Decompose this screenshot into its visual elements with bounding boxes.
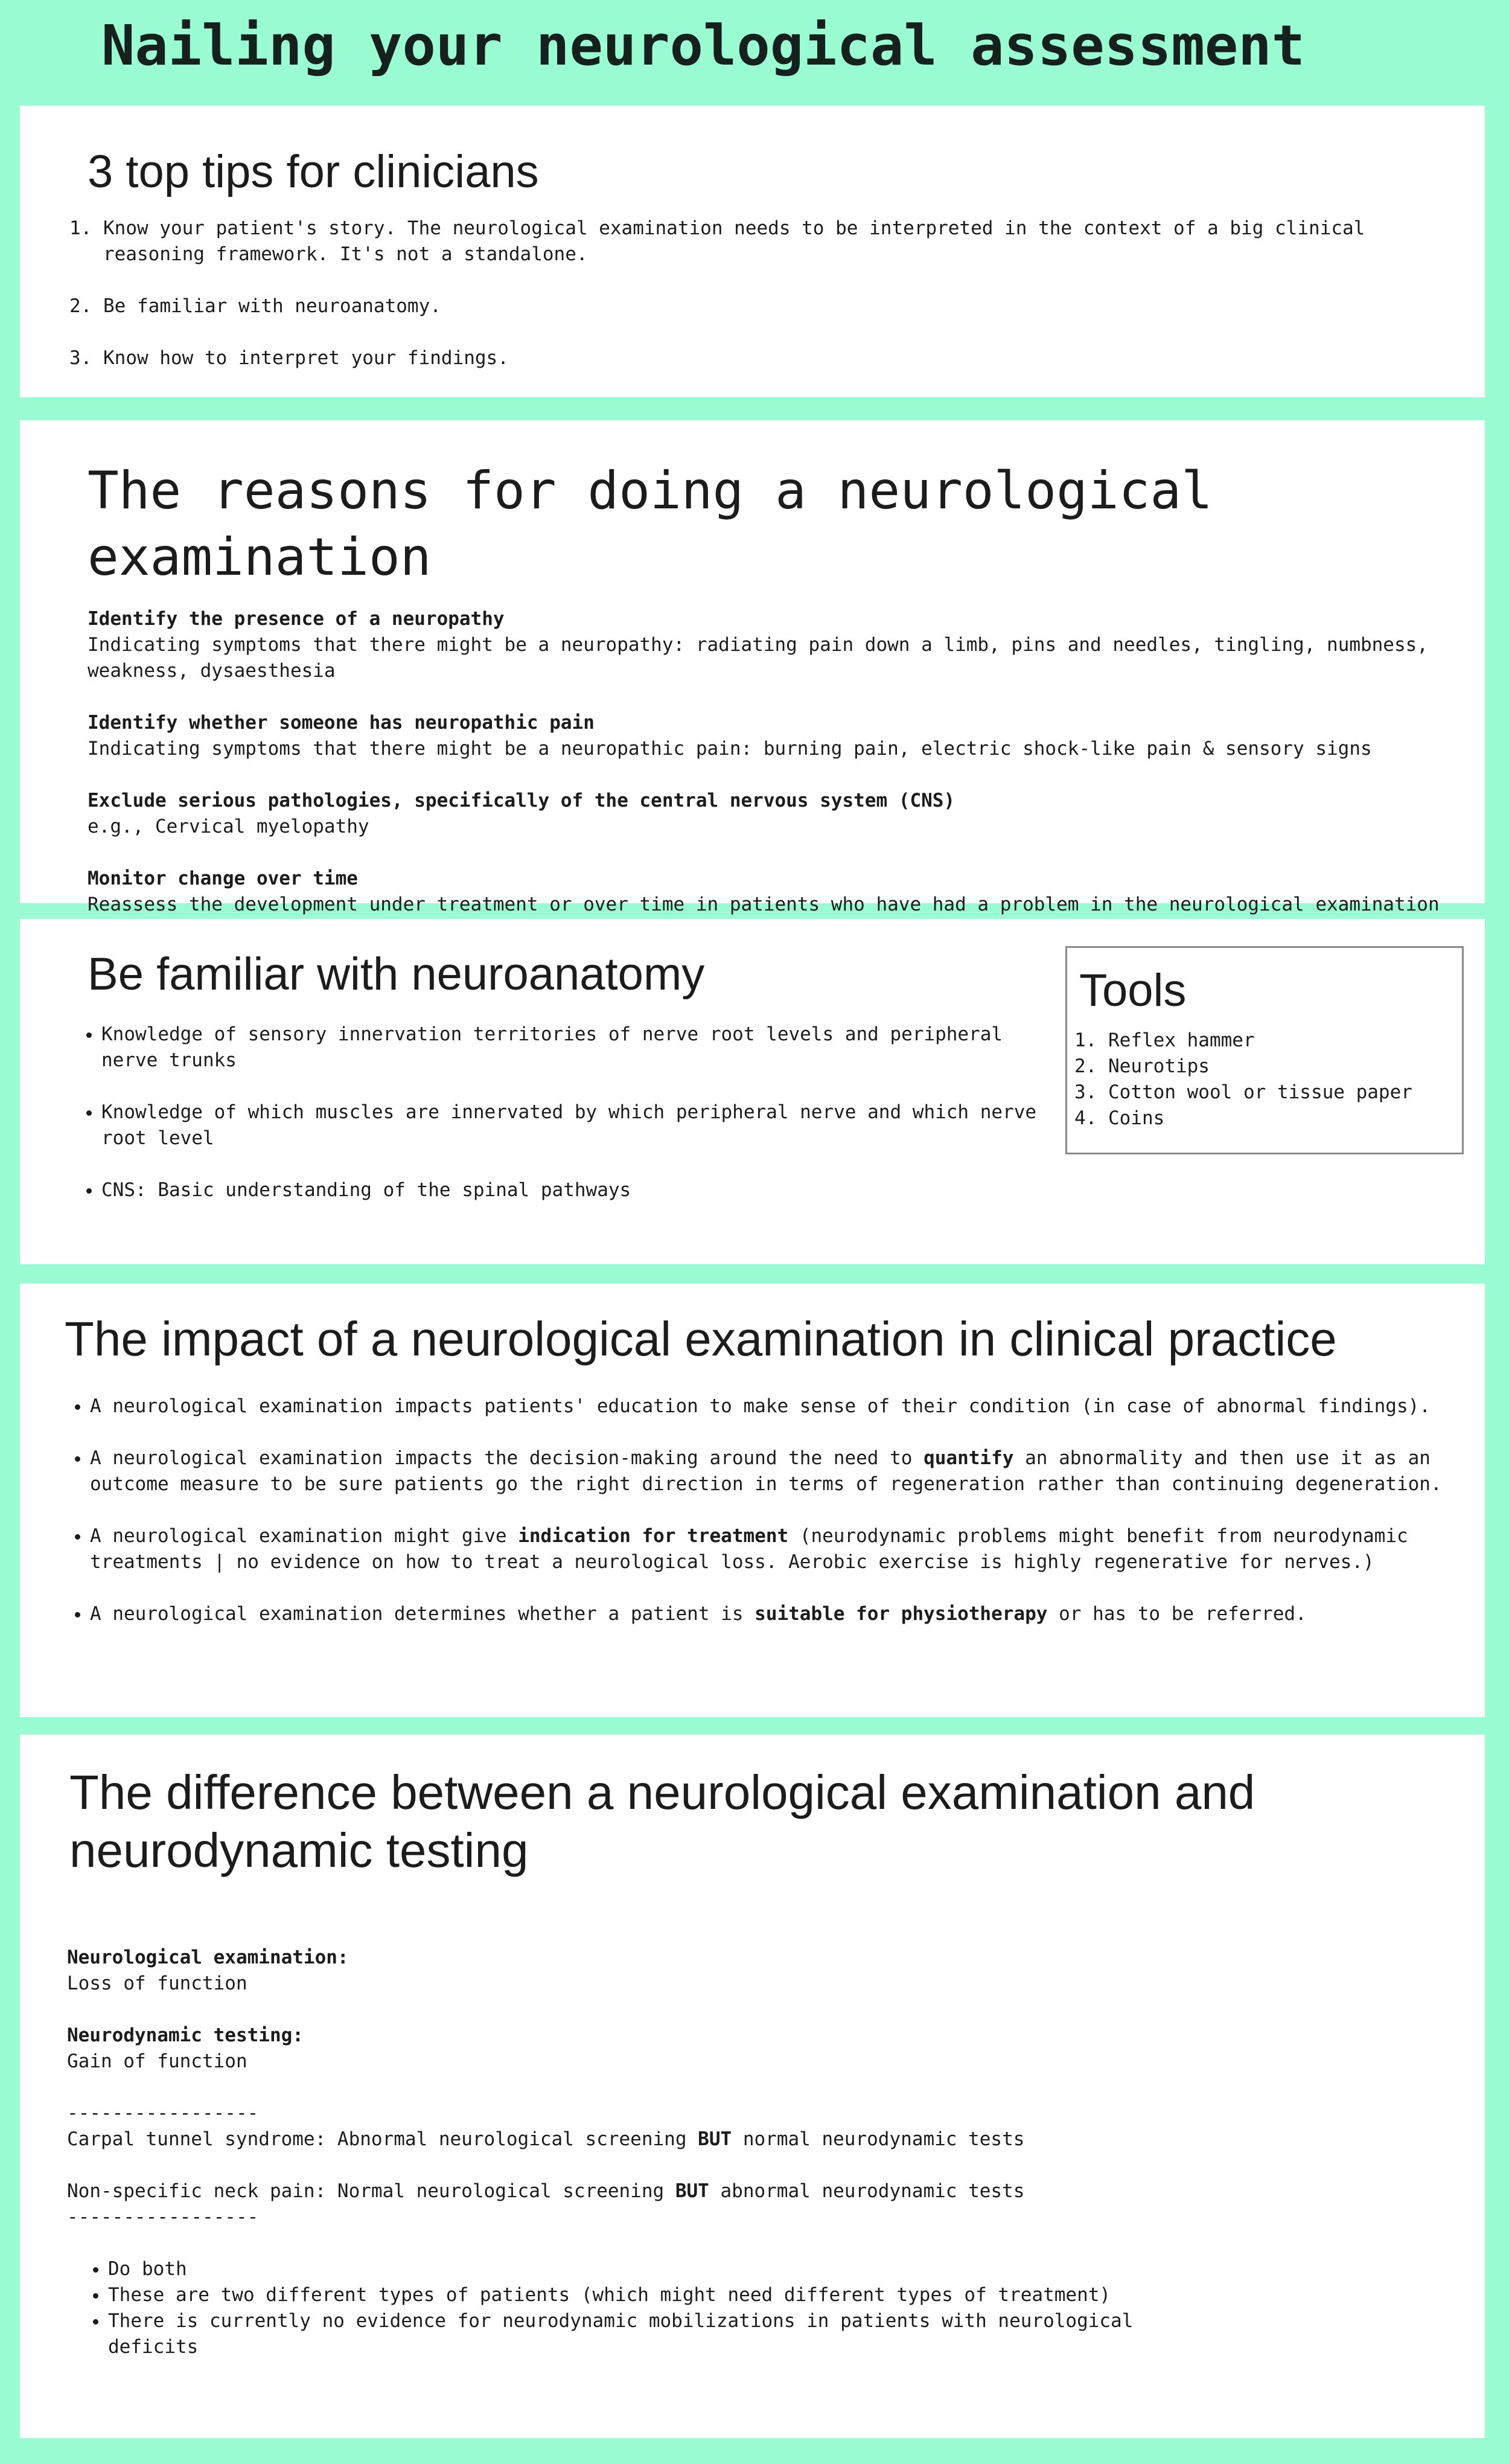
tool-item: 3. Cotton wool or tissue paper bbox=[1108, 1080, 1462, 1106]
impact-item: • A neurological examination impacts the decision-making around the need to quantify an abnormality and then use it as an outcome measure to be sure patients go the right direction in terms of regeneration rather than continuing degeneration. bbox=[90, 1445, 1484, 1497]
tools-list bbox=[1079, 1028, 1462, 1131]
tips-card bbox=[20, 106, 1485, 397]
reason-title: Exclude serious pathologies, specifically of the central nervous system (CNS) bbox=[88, 790, 955, 811]
difference-bullets bbox=[67, 2256, 1231, 2360]
neurodynamic-value: Gain of function bbox=[67, 2050, 247, 2072]
tips-heading: 3 top tips for clinicians bbox=[88, 146, 539, 197]
difference-heading: The difference between a neurological examination and neurodynamic testing bbox=[69, 1765, 1255, 1877]
impact-item: • A neurological examination determines whether a patient is suitable for physiotherapy or has to be referred. bbox=[90, 1601, 1484, 1627]
impact-card bbox=[20, 1284, 1485, 1717]
tools-heading: Tools bbox=[1079, 965, 1187, 1016]
divider: ----------------- bbox=[67, 2206, 259, 2228]
reason-item bbox=[88, 788, 1452, 840]
reason-text: Indicating symptoms that there might be a neuropathy: radiating pain down a limb, pins and needles, tingling, numbness, weakness, dysaesthesia bbox=[88, 634, 1428, 682]
page-title: Nailing your neurological assessment bbox=[101, 13, 1305, 78]
reason-text: Indicating symptoms that there might be a neuropathic pain: burning pain, electric shock-like pain & sensory signs bbox=[88, 738, 1372, 760]
difference-bullet: • These are two different types of patients (which might need different types of treatment) bbox=[108, 2282, 1231, 2308]
impact-heading: The impact of a neurological examination in clinical practice bbox=[65, 1312, 1337, 1366]
difference-card bbox=[20, 1735, 1485, 2438]
neuro-exam-label: Neurological examination: bbox=[67, 1947, 349, 1968]
neuroanatomy-card bbox=[20, 919, 1485, 1264]
tool-item: 4. Coins bbox=[1108, 1106, 1462, 1131]
neuroanatomy-list bbox=[68, 1022, 1055, 1203]
tools-box bbox=[1065, 946, 1464, 1154]
impact-item: • A neurological examination impacts patients' education to make sense of their condition (in case of abnormal findings). bbox=[90, 1394, 1484, 1419]
tip-item: 3. Know how to interpret your findings. bbox=[103, 345, 1419, 371]
reason-text: Reassess the development under treatment or over time in patients who have had a problem in the neurological examination bbox=[88, 894, 1440, 915]
difference-bullet: • There is currently no evidence for neurodynamic mobilizations in patients with neurological deficits bbox=[108, 2308, 1231, 2360]
impact-item: • A neurological examination might give indication for treatment (neurodynamic problems might benefit from neurodynamic treatments | no evidence on how to treat a neurological loss. Aerobic exercise is highly regenerative for nerves.) bbox=[90, 1523, 1484, 1575]
reasons-card bbox=[20, 420, 1485, 915]
impact-list bbox=[45, 1394, 1484, 1627]
tip-item: 2. Be familiar with neuroanatomy. bbox=[103, 293, 1419, 319]
reason-title: Monitor change over time bbox=[88, 868, 358, 889]
difference-body bbox=[67, 1945, 1485, 2360]
neurodynamic-label: Neurodynamic testing: bbox=[67, 2024, 304, 2046]
example-carpal-tunnel: Carpal tunnel syndrome: Abnormal neurological screening BUT normal neurodynamic tests bbox=[67, 2128, 1025, 2150]
neuroanatomy-item: • Knowledge of which muscles are innervated by which peripheral nerve and which nerve root level bbox=[101, 1099, 1055, 1151]
reasons-list bbox=[88, 606, 1452, 918]
divider: ----------------- bbox=[67, 2102, 259, 2124]
tool-item: 1. Reflex hammer bbox=[1108, 1028, 1462, 1054]
reason-text: e.g., Cervical myelopathy bbox=[88, 816, 369, 837]
tool-item: 2. Neurotips bbox=[1108, 1054, 1462, 1080]
neuroanatomy-heading: Be familiar with neuroanatomy bbox=[88, 949, 705, 1000]
difference-bullet: • Do both bbox=[108, 2256, 1231, 2282]
neuroanatomy-item: • Knowledge of sensory innervation territories of nerve root levels and peripheral nerve trunks bbox=[101, 1022, 1055, 1074]
reason-title: Identify the presence of a neuropathy bbox=[88, 608, 505, 630]
neuro-exam-value: Loss of function bbox=[67, 1973, 247, 1994]
tip-item: 1. Know your patient's story. The neurological examination needs to be interpreted in the context of a big clinical reasoning framework. It's not a standalone. bbox=[103, 216, 1419, 267]
reason-item bbox=[88, 606, 1452, 684]
neuroanatomy-item: • CNS: Basic understanding of the spinal pathways bbox=[101, 1177, 1055, 1203]
reason-item bbox=[88, 866, 1452, 918]
reasons-heading: The reasons for doing a neurological examination bbox=[88, 461, 1213, 587]
reason-title: Identify whether someone has neuropathic pain bbox=[88, 712, 595, 734]
example-neck-pain: Non-specific neck pain: Normal neurological screening BUT abnormal neurodynamic tests bbox=[67, 2180, 1025, 2202]
tips-list bbox=[68, 216, 1419, 371]
reason-item bbox=[88, 710, 1452, 762]
